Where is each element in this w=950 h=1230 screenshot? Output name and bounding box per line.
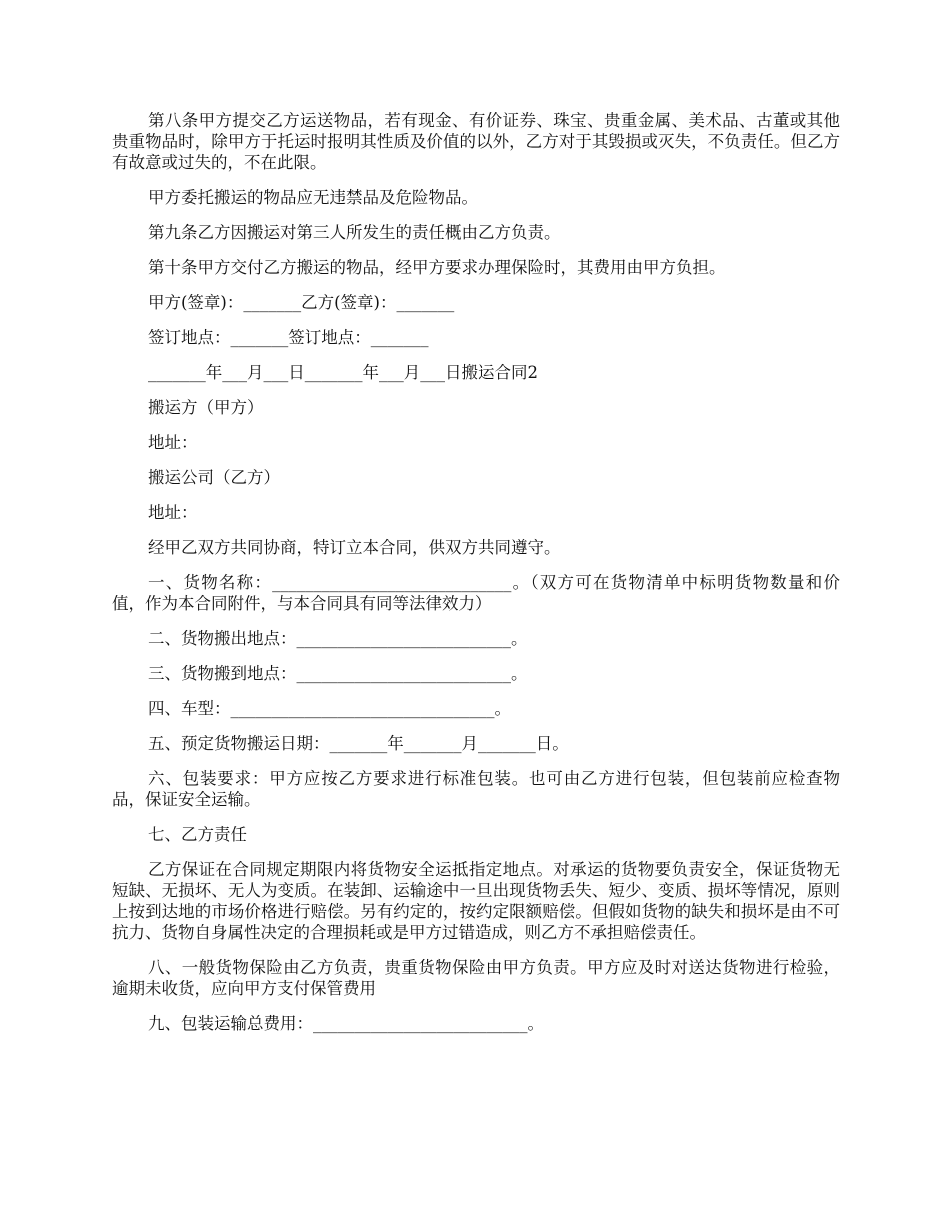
paragraph-article-8: 第八条甲方提交乙方运送物品，若有现金、有价证券、珠宝、贵重金属、美术品、古董或其他贵重物品时，除甲方于托运时报明其性质及价值的以外，乙方对于其毁损或灭失，不负责任。但乙方有故意或过失的，不在此限。 (112, 111, 840, 172)
party-b-label: 搬运公司（乙方） (148, 468, 280, 487)
clause-packaging: 六、包装要求：甲方应按乙方要求进行标准包装。也可由乙方进行包装，但包装前应检查物品，保证安全运输。 (112, 769, 840, 809)
paragraph-prohibited-items: 甲方委托搬运的物品应无违禁品及危险物品。 (148, 188, 478, 207)
clause-move-date: 五、预定货物搬运日期：_______年_______月_______日。 (148, 734, 569, 753)
paragraph-article-10: 第十条甲方交付乙方搬运的物品，经甲方要求办理保险时，其费用由甲方负担。 (148, 258, 726, 277)
clause-goods-name: 一、货物名称：_____________________________。（双方可在货物清单中标明货物数量和价值，作为本合同附件，与本合同具有同等法律效力） (112, 573, 840, 613)
party-a-address: 地址： (148, 433, 198, 452)
clause-insurance: 八、一般货物保险由乙方负责，贵重货物保险由甲方负责。甲方应及时对送达货物进行检验，逾期未收货，应向甲方支付保管费用 (112, 958, 840, 998)
agreement-intro: 经甲乙双方共同协商，特订立本合同，供双方共同遵守。 (148, 538, 561, 557)
clause-destination: 三、货物搬到地点：__________________________。 (148, 664, 528, 683)
clause-origin: 二、货物搬出地点：__________________________。 (148, 629, 528, 648)
date-line-contract-2: _______年___月___日_______年___月___日搬运合同2 (148, 363, 538, 382)
clause-total-cost: 九、包装运输总费用：__________________________。 (148, 1014, 544, 1033)
paragraph-article-9: 第九条乙方因搬运对第三人所发生的责任概由乙方负责。 (148, 223, 561, 242)
clause-party-b-responsibility: 乙方保证在合同规定期限内将货物安全运抵指定地点。对承运的货物要负责安全，保证货物无短缺、无损坏、无人为变质。在装卸、运输途中一旦出现货物丢失、短少、变质、损坏等情况，原则上按到达地的市场价格进行赔偿。另有约定的，按约定限额赔偿。但假如货物的缺失和损坏是由不可抗力、货物自身属性决定的合理损耗或是甲方过错造成，则乙方不承担赔偿责任。 (112, 860, 840, 942)
party-a-label: 搬运方（甲方） (148, 398, 264, 417)
clause-party-b-heading: 七、乙方责任 (148, 825, 247, 844)
signature-line: 甲方(签章)：_______乙方(签章)：_______ (148, 293, 455, 312)
clause-vehicle-type: 四、车型：________________________________。 (148, 699, 511, 718)
document-page (112, 110, 840, 1048)
party-b-address: 地址： (148, 503, 198, 522)
signing-location-line: 签订地点：_______签订地点：_______ (148, 328, 429, 347)
